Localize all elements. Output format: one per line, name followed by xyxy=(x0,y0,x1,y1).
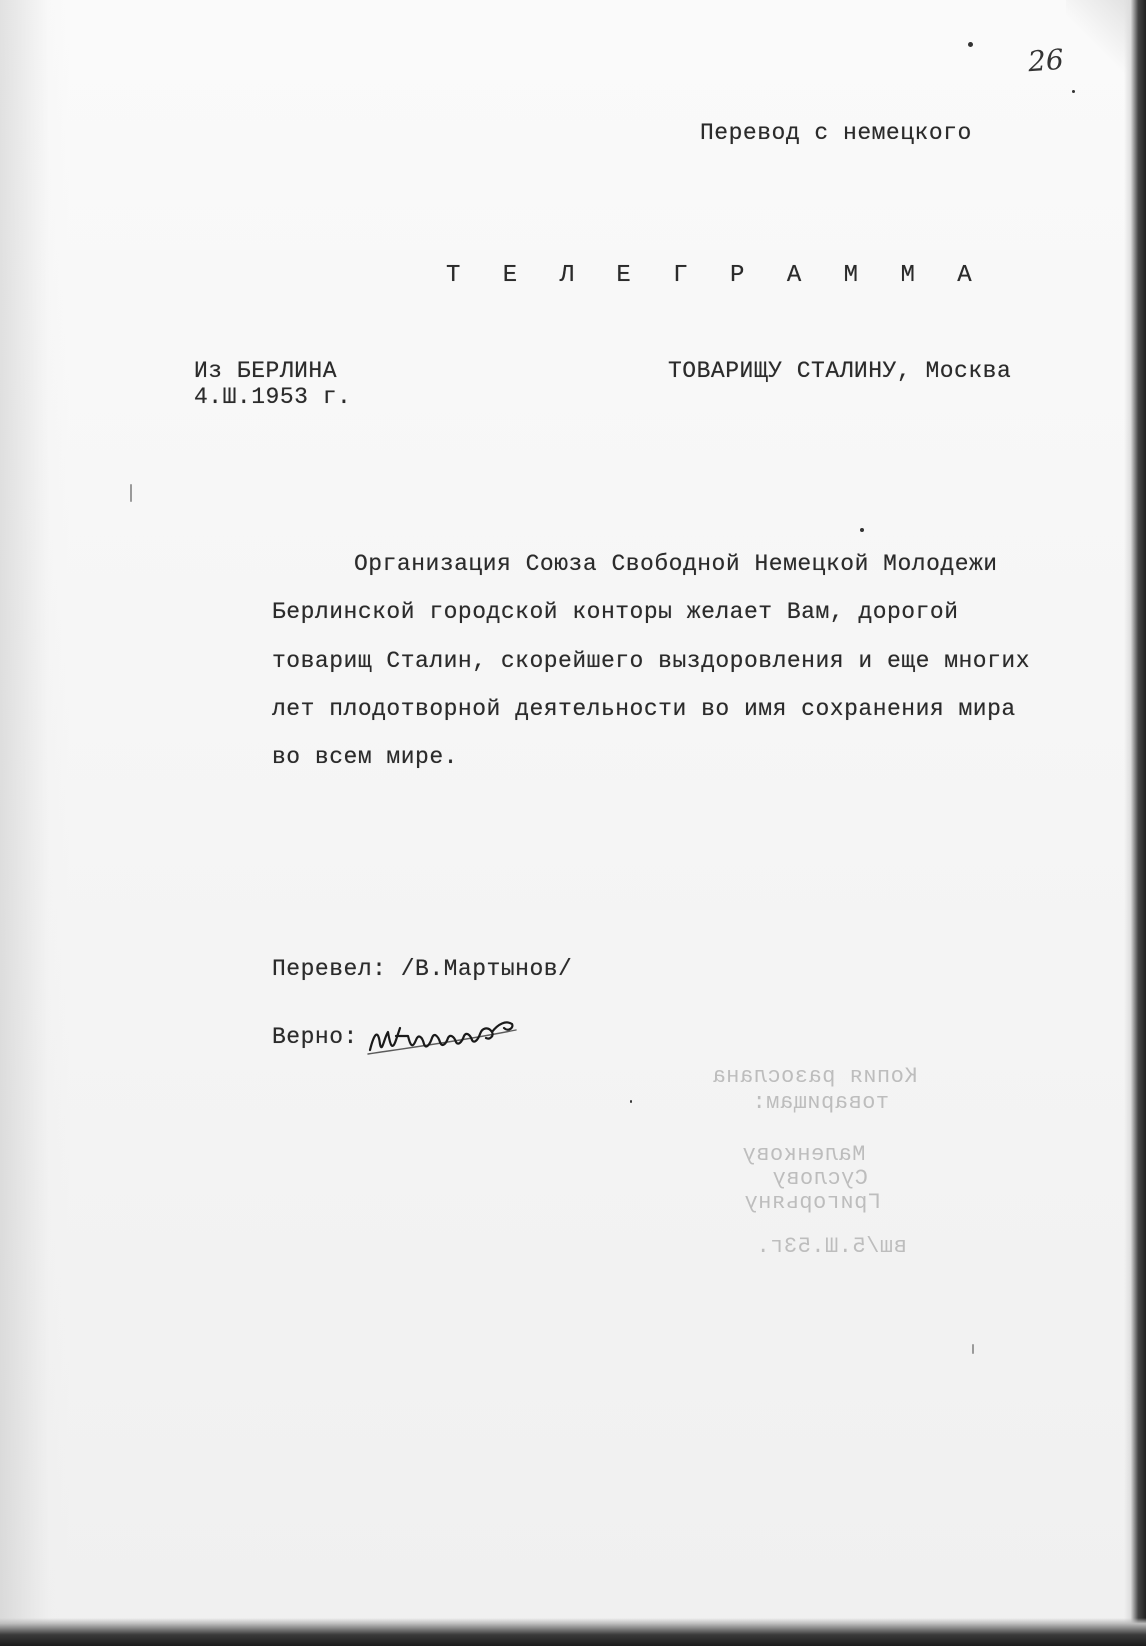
ink-speck xyxy=(968,42,973,47)
scan-edge-bottom xyxy=(0,1618,1146,1646)
document-title: Т Е Л Е Г Р А М М А xyxy=(446,262,986,289)
scan-shadow-left xyxy=(0,0,70,1646)
sender-city: Из БЕРЛИНА xyxy=(194,358,338,384)
body-line: Организация Союза Свободной Немецкой Молодежи xyxy=(354,551,998,577)
bleed-through-text: Суслову xyxy=(772,1166,868,1191)
translator-line: Перевел: /В.Мартынов/ xyxy=(272,956,573,982)
sender-date: 4.Ш.1953 г. xyxy=(194,384,352,410)
ink-speck xyxy=(1072,90,1075,93)
bleed-through-text: Маленкову xyxy=(742,1142,866,1167)
ink-speck xyxy=(860,528,864,532)
recipient-line: ТОВАРИЩУ СТАЛИНУ, Москва xyxy=(668,358,1012,384)
body-line: во всем мире. xyxy=(272,744,458,770)
header-note: Перевод с немецкого xyxy=(700,120,972,146)
bleed-through-text: товарищам: xyxy=(752,1090,890,1115)
bleed-through-text: Григорьяну xyxy=(744,1190,882,1215)
scan-edge-right xyxy=(1124,0,1146,1646)
scan-mark xyxy=(972,1344,974,1354)
handwritten-signature xyxy=(366,1014,546,1064)
certified-label: Верно: xyxy=(272,1024,358,1050)
body-line: лет плодотворной деятельности во имя сохранения мира xyxy=(272,696,1016,722)
ink-speck xyxy=(630,1100,632,1103)
body-line: товарищ Сталин, скорейшего выздоровления и еще многих xyxy=(272,648,1031,674)
scan-mark xyxy=(130,484,132,502)
bleed-through-text: Копия разослана xyxy=(712,1064,918,1089)
page-number: 26 xyxy=(1026,42,1065,79)
bleed-through-text: вш/5.Ш.53г. xyxy=(756,1234,907,1259)
body-line: Берлинской городской конторы желает Вам, дорогой xyxy=(272,599,959,625)
